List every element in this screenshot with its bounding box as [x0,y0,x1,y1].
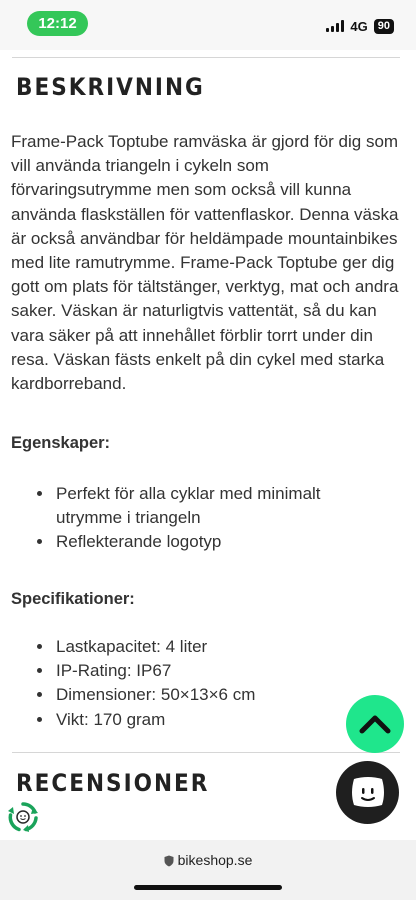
list-item: • Dimensioner: 50×13×6 cm [54,683,384,707]
specs-heading: Specifikationer: [11,590,135,608]
list-item: • Vikt: 170 gram [54,708,384,732]
signal-icon [326,20,344,32]
reviews-heading[interactable]: RECENSIONER [16,769,210,797]
features-list [11,482,384,555]
divider [12,752,400,753]
recycle-badge[interactable] [7,801,39,833]
chat-button[interactable] [336,761,399,824]
status-bar [0,0,416,50]
battery-icon: 90 [374,19,394,34]
product-description: Frame-Pack Toptube ramväska är gjord för dig som vill använda triangeln i cykeln som förvaringsutrymme men som också vill kunna använda flaskställen för vattenflaskor. Denna väska är också användbar för heldämpade mountainbikes med lite ramutrymme. Frame-Pack Toptube ger dig gott om plats för tältstänger, verktyg, mat och andra saker. Väskan är naturligtvis vattentät, så du kan vara säker på att innehållet förblir torrt under din resa. Väskan fästs enkelt på din cykel med starka kardborreband. [11,132,399,394]
url-field[interactable] [0,852,416,868]
divider [12,57,400,58]
list-item: • Lastkapacitet: 4 liter [54,635,384,659]
recycle-icon [7,801,39,833]
network-type: 4G [350,18,368,34]
url-text: bikeshop.se [177,852,253,868]
scroll-top-button[interactable] [346,695,404,753]
status-time: 12:12 [27,11,88,36]
specs-list [11,635,384,732]
home-indicator[interactable] [134,885,282,890]
chevron-up-icon [358,713,392,735]
features-heading: Egenskaper: [11,434,111,452]
chat-face-icon [348,775,388,811]
status-indicators [326,16,394,36]
browser-address-bar [0,840,416,900]
list-item: • IP-Rating: IP67 [54,659,384,683]
description-heading: BESKRIVNING [16,73,205,101]
list-item: • Perfekt för alla cyklar med minimalt utrymme i triangeln [54,482,384,530]
shield-icon [164,855,174,867]
list-item: • Reflekterande logotyp [54,530,384,554]
